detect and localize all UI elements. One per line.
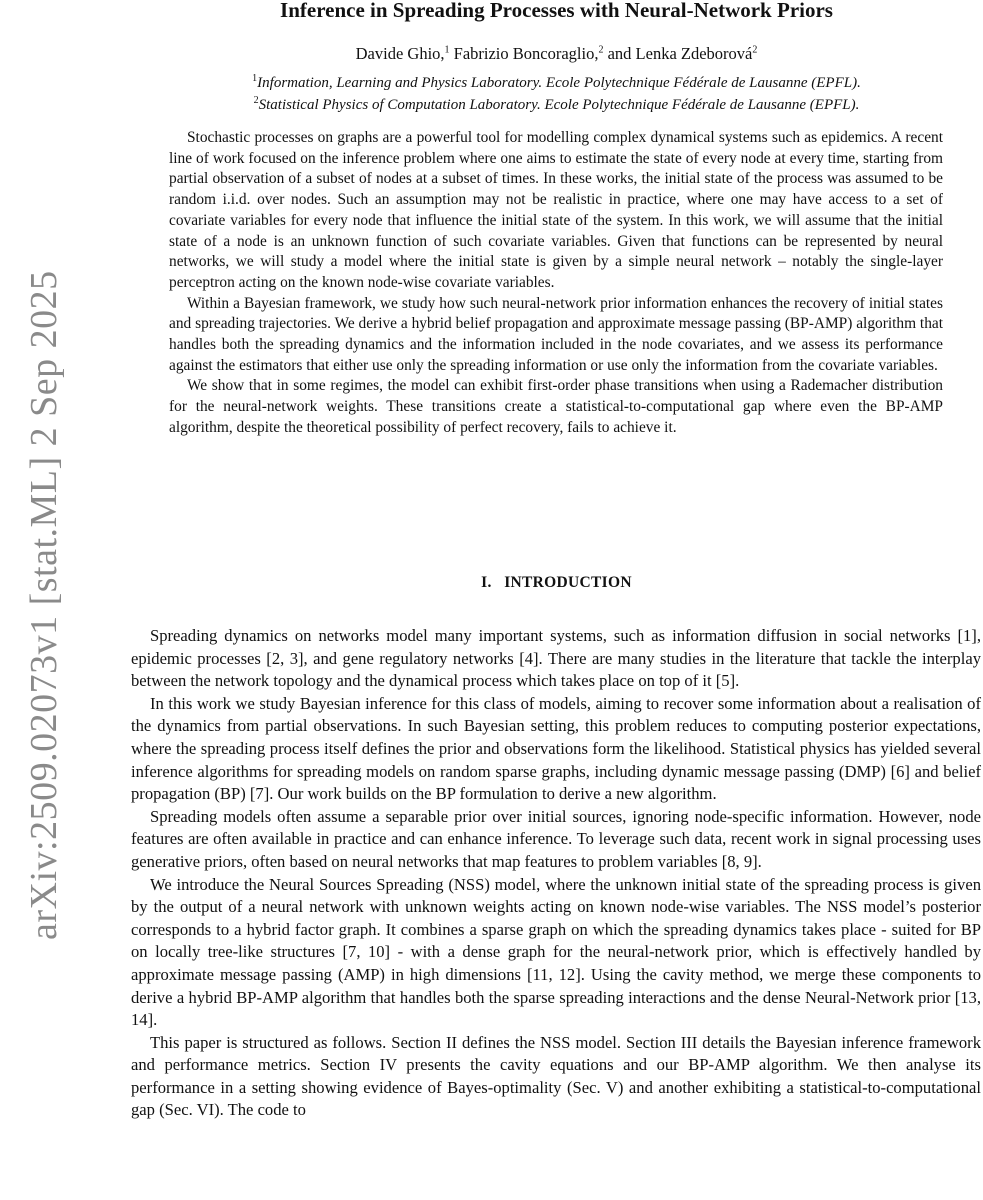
body-paragraph: In this work we study Bayesian inference for this class of models, aiming to recover some information about a realisation of the dynamics from partial observations. In such Bayesian setting, this problem reduces to computing posterior expectations, where the spreading process itself defines the prior and observations form the likelihood. Statistical physics has yielded several inference algorithms for spreading models on random sparse graphs, including dynamic message passing (DMP) [6] and belief propagation (BP) [7]. Our work builds on the BP formulation to derive a new algorithm. bbox=[131, 693, 981, 804]
paper-title: Inference in Spreading Processes with Neural-Network Priors bbox=[280, 0, 833, 22]
section-heading bbox=[130, 574, 983, 592]
introduction-body bbox=[131, 625, 981, 1122]
body-paragraph: We introduce the Neural Sources Spreading (NSS) model, where the unknown initial state of the spreading process is given by the output of a neural network with unknown weights acting on known node-wise variables. The NSS model’s posterior corresponds to a hybrid factor graph. It combines a sparse graph on which the spreading dynamics takes place - suited for BP on locally tree-like structures [7, 10] - with a dense graph for the neural-network prior, which is effectively handled by approximate message passing (AMP) in high dimensions [11, 12]. Using the cavity method, we merge these components to derive a hybrid BP-AMP algorithm that handles both the sparse spreading interactions and the dense Neural-Network prior [13, 14]. bbox=[131, 874, 981, 1030]
abstract-paragraph: Within a Bayesian framework, we study how such neural-network prior information enhances the recovery of initial states and spreading trajectories. We derive a hybrid belief propagation and approximate message passing (BP-AMP) algorithm that handles both the spreading dynamics and the information included in the node covariates, and we assess its performance against the estimators that either use only the spreading information or use only the information from the covariate variables. bbox=[169, 294, 943, 374]
affiliation-1: $^1$Information, Learning and Physics Laboratory. Ecole Polytechnique Fédérale de Lausanne (EPFL). bbox=[252, 73, 861, 91]
arxiv-identifier: arXiv:2509.02073v1 [stat.ML] 2 Sep 2025 bbox=[23, 270, 65, 940]
section-name: INTRODUCTION bbox=[504, 574, 632, 591]
body-paragraph: This paper is structured as follows. Section II defines the NSS model. Section III details the Bayesian inference framework and performance metrics. Section IV presents the cavity equations and our BP-AMP algorithm. We then analyse its performance in a setting showing evidence of Bayes-optimality (Sec. V) and another exhibiting a statistical-to-computational gap (Sec. VI). The code to bbox=[131, 1032, 981, 1120]
body-paragraph: Spreading dynamics on networks model many important systems, such as information diffusion in social networks [1], epidemic processes [2, 3], and gene regulatory networks [4]. There are many studies in the literature that tackle the interplay between the network topology and the dynamical process which takes place on top of it [5]. bbox=[131, 626, 981, 691]
abstract-paragraph: Stochastic processes on graphs are a powerful tool for modelling complex dynamical systems such as epidemics. A recent line of work focused on the inference problem where one aims to estimate the state of every node at every time, starting from partial observation of a subset of nodes at a subset of times. In these works, the initial state of the process was assumed to be random i.i.d. over nodes. Such an assumption may not be realistic in practice, where one may have access to a set of covariate variables for every node that influence the initial state of the system. In this work, we will assume that the initial state of a node is an unknown function of such covariate variables. Given that functions can be represented by neural networks, we will study a model where the initial state is given by a simple neural network – notably the single-layer perceptron acting on the known node-wise covariate variables. bbox=[169, 129, 943, 291]
abstract-paragraph: We show that in some regimes, the model can exhibit first-order phase transitions when using a Rademacher distribution for the neural-network weights. These transitions create a statistical-to-computational gap where even the BP-AMP algorithm, despite the theoretical possibility of perfect recovery, fails to achieve it. bbox=[169, 377, 943, 436]
author-2: Fabrizio Boncoraglio,$^2$ bbox=[453, 44, 604, 63]
abstract bbox=[169, 128, 943, 439]
author-list bbox=[130, 44, 983, 64]
author-3: and Lenka Zdeborová$^2$ bbox=[607, 44, 758, 63]
author-1: Davide Ghio,$^1$ bbox=[355, 44, 450, 63]
section-number: I. bbox=[481, 574, 492, 591]
body-paragraph: Spreading models often assume a separable prior over initial sources, ignoring node-specific information. However, node features are often available in practice and can enhance inference. To leverage such data, recent work in signal processing uses generative priors, often based on neural networks that map features to problem variables [8, 9]. bbox=[131, 806, 981, 871]
affiliation-2: $^2$Statistical Physics of Computation Laboratory. Ecole Polytechnique Fédérale de Lausanne (EPFL). bbox=[253, 95, 860, 113]
